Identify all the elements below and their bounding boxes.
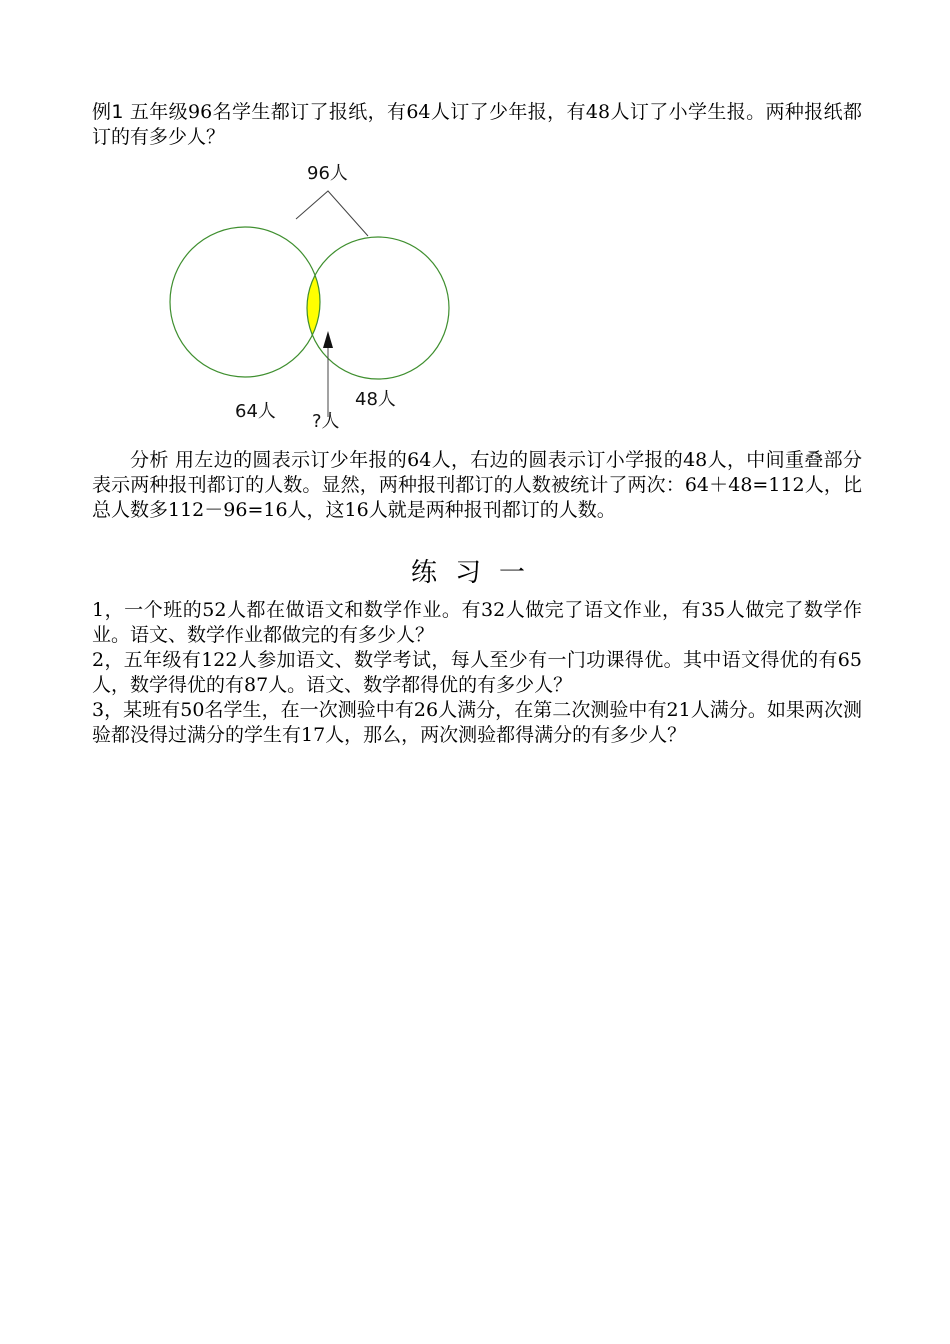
exercise-title: 练习一 xyxy=(410,558,543,588)
exercise-item xyxy=(92,698,862,748)
left-circle-label: 64人 xyxy=(235,401,276,422)
exercise-item xyxy=(92,648,862,698)
overlap-pointer-arrow xyxy=(323,331,333,348)
total-label: 96人 xyxy=(307,163,348,184)
overlap-label: ?人 xyxy=(312,411,340,432)
exercise-text: 2，五年级有122人参加语文、数学考试，每人至少有一门功课得优。其中语文得优的有65人，数学得优的有87人。语文、数学都得优的有多少人？ xyxy=(92,649,862,696)
example-label: 例1 xyxy=(92,101,124,123)
analysis-paragraph: 分析 用左边的圆表示订少年报的64人，右边的圆表示订小学报的48人，中间重叠部分表示两种报刊都订的人数。显然，两种报刊都订的人数被统计了两次：64＋48=112人，比总人数多112－96=16人，这16人就是两种报刊都订的人数。 xyxy=(92,449,862,521)
example-problem xyxy=(92,100,862,150)
example-text: 五年级96名学生都订了报纸，有64人订了少年报，有48人订了小学生报。两种报纸都订的有多少人？ xyxy=(92,101,862,148)
exercise-text: 1，一个班的52人都在做语文和数学作业。有32人做完了语文作业，有35人做完了数学作业。语文、数学作业都做完的有多少人？ xyxy=(92,599,862,646)
exercise-item xyxy=(92,598,862,648)
exercise-list xyxy=(92,598,862,748)
venn-diagram xyxy=(160,155,460,440)
exercise-text: 3，某班有50名学生，在一次测验中有26人满分，在第二次测验中有21人满分。如果两次测验都没得过满分的学生有17人，那么，两次测验都得满分的有多少人？ xyxy=(92,699,862,746)
right-circle-label: 48人 xyxy=(355,389,396,410)
venn-left-circle xyxy=(170,227,320,377)
total-bracket-lines xyxy=(296,191,368,236)
